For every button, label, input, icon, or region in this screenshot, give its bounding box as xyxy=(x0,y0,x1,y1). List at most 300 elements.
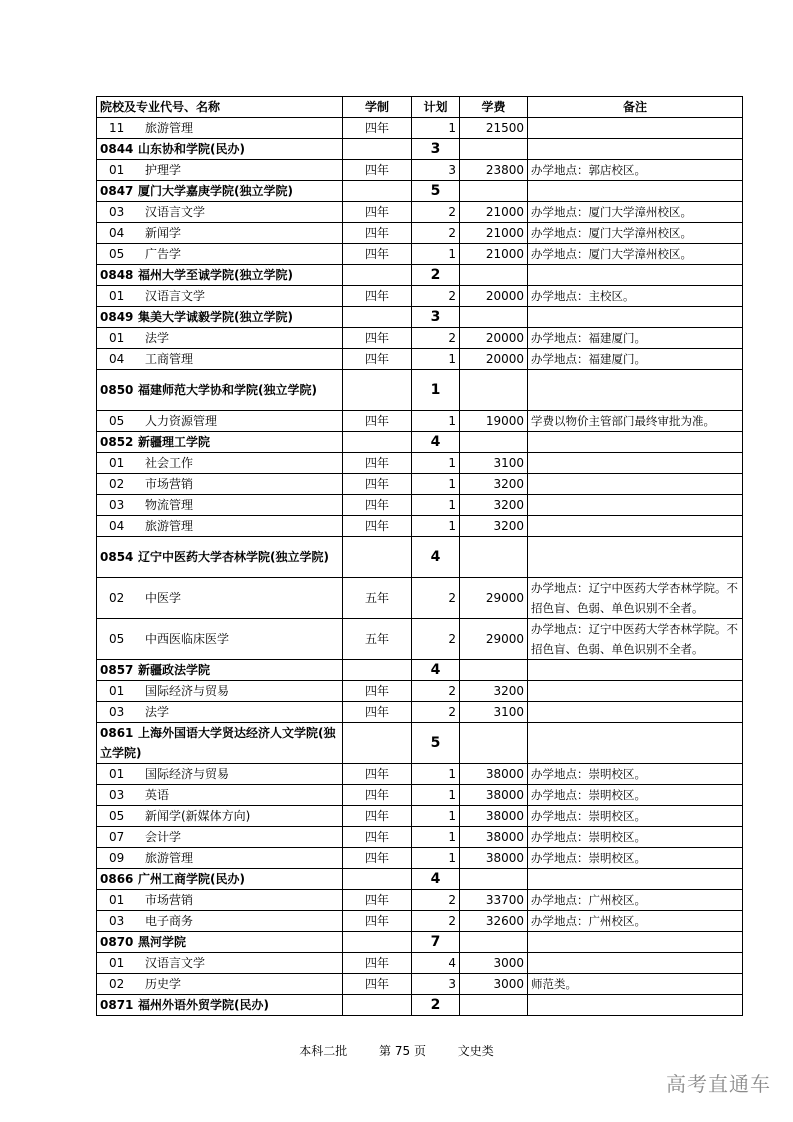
school-name: 黑河学院 xyxy=(138,935,187,949)
school-name-cell xyxy=(97,995,343,1016)
major-row xyxy=(97,202,743,223)
fee-cell: 3100 xyxy=(460,453,528,474)
duration-cell: 四年 xyxy=(343,286,412,307)
major-code: 11 xyxy=(109,121,125,135)
plan-cell: 2 xyxy=(412,286,460,307)
note-cell: 办学地点：福建厦门。 xyxy=(528,328,743,349)
school-row xyxy=(97,869,743,890)
note-cell xyxy=(528,307,743,328)
major-name: 旅游管理 xyxy=(145,519,194,533)
fee-cell: 21000 xyxy=(460,244,528,265)
major-code: 02 xyxy=(109,977,125,991)
plan-cell: 4 xyxy=(412,537,460,578)
duration-cell xyxy=(343,723,412,764)
fee-cell: 20000 xyxy=(460,328,528,349)
note-cell xyxy=(528,869,743,890)
plan-cell: 1 xyxy=(412,848,460,869)
duration-cell: 四年 xyxy=(343,911,412,932)
major-row xyxy=(97,474,743,495)
school-code: 0848 xyxy=(100,268,134,282)
school-name-cell xyxy=(97,181,343,202)
major-code: 05 xyxy=(109,632,125,646)
duration-cell: 四年 xyxy=(343,702,412,723)
duration-cell xyxy=(343,307,412,328)
table-header-row xyxy=(97,97,743,118)
school-name-cell xyxy=(97,869,343,890)
school-name: 辽宁中医药大学杏林学院(独立学院) xyxy=(138,550,329,564)
plan-cell: 3 xyxy=(412,974,460,995)
duration-cell: 四年 xyxy=(343,495,412,516)
major-row xyxy=(97,911,743,932)
major-name: 旅游管理 xyxy=(145,121,194,135)
header-fee: 学费 xyxy=(460,97,528,118)
note-cell xyxy=(528,660,743,681)
note-cell xyxy=(528,139,743,160)
school-code: 0866 xyxy=(100,872,134,886)
fee-cell xyxy=(460,660,528,681)
plan-cell: 2 xyxy=(412,890,460,911)
fee-cell: 19000 xyxy=(460,411,528,432)
major-name: 人力资源管理 xyxy=(145,414,218,428)
school-name: 广州工商学院(民办) xyxy=(138,872,245,886)
school-row xyxy=(97,307,743,328)
plan-cell: 3 xyxy=(412,307,460,328)
note-cell xyxy=(528,953,743,974)
fee-cell xyxy=(460,537,528,578)
header-duration: 学制 xyxy=(343,97,412,118)
duration-cell xyxy=(343,869,412,890)
major-name: 汉语言文学 xyxy=(145,205,206,219)
note-cell xyxy=(528,432,743,453)
fee-cell xyxy=(460,995,528,1016)
major-row xyxy=(97,974,743,995)
major-name: 护理学 xyxy=(145,163,182,177)
major-name: 社会工作 xyxy=(145,456,194,470)
fee-cell: 29000 xyxy=(460,619,528,660)
school-row xyxy=(97,139,743,160)
major-name-cell xyxy=(97,890,343,911)
fee-cell: 29000 xyxy=(460,578,528,619)
plan-cell: 7 xyxy=(412,932,460,953)
major-row xyxy=(97,453,743,474)
major-name-cell xyxy=(97,764,343,785)
school-code: 0857 xyxy=(100,663,134,677)
major-row xyxy=(97,890,743,911)
major-name: 法学 xyxy=(145,705,170,719)
duration-cell: 五年 xyxy=(343,619,412,660)
school-row xyxy=(97,995,743,1016)
school-name: 山东协和学院(民办) xyxy=(138,142,245,156)
fee-cell xyxy=(460,307,528,328)
school-name-cell xyxy=(97,432,343,453)
major-name: 国际经济与贸易 xyxy=(145,767,230,781)
school-row xyxy=(97,537,743,578)
note-cell: 办学地点：崇明校区。 xyxy=(528,827,743,848)
plan-cell: 3 xyxy=(412,139,460,160)
major-row xyxy=(97,827,743,848)
major-code: 04 xyxy=(109,226,125,240)
major-code: 09 xyxy=(109,851,125,865)
major-row xyxy=(97,681,743,702)
school-code: 0861 xyxy=(100,726,134,740)
major-name-cell xyxy=(97,578,343,619)
major-name-cell xyxy=(97,244,343,265)
major-name: 历史学 xyxy=(145,977,182,991)
note-cell xyxy=(528,537,743,578)
duration-cell xyxy=(343,432,412,453)
school-name-cell xyxy=(97,660,343,681)
major-name: 法学 xyxy=(145,331,170,345)
note-cell: 学费以物价主管部门最终审批为准。 xyxy=(528,411,743,432)
school-name-cell xyxy=(97,265,343,286)
major-name-cell xyxy=(97,516,343,537)
plan-cell: 1 xyxy=(412,244,460,265)
plan-cell: 1 xyxy=(412,827,460,848)
major-code: 04 xyxy=(109,352,125,366)
duration-cell: 四年 xyxy=(343,953,412,974)
major-code: 01 xyxy=(109,893,125,907)
fee-cell: 20000 xyxy=(460,349,528,370)
plan-cell: 1 xyxy=(412,495,460,516)
duration-cell: 四年 xyxy=(343,474,412,495)
major-name: 英语 xyxy=(145,788,170,802)
plan-cell: 4 xyxy=(412,869,460,890)
major-name: 中西医临床医学 xyxy=(145,632,230,646)
school-name-cell xyxy=(97,932,343,953)
fee-cell xyxy=(460,432,528,453)
major-code: 01 xyxy=(109,767,125,781)
major-row xyxy=(97,764,743,785)
school-row xyxy=(97,265,743,286)
major-name-cell xyxy=(97,202,343,223)
note-cell: 师范类。 xyxy=(528,974,743,995)
plan-cell: 1 xyxy=(412,785,460,806)
school-code: 0852 xyxy=(100,435,134,449)
major-row xyxy=(97,349,743,370)
duration-cell: 四年 xyxy=(343,974,412,995)
school-code: 0850 xyxy=(100,383,134,397)
major-name-cell xyxy=(97,223,343,244)
major-name-cell xyxy=(97,495,343,516)
duration-cell: 四年 xyxy=(343,764,412,785)
duration-cell: 四年 xyxy=(343,681,412,702)
major-name: 市场营销 xyxy=(145,477,194,491)
major-name-cell xyxy=(97,911,343,932)
major-name-cell xyxy=(97,286,343,307)
major-name-cell xyxy=(97,349,343,370)
school-code: 0849 xyxy=(100,310,134,324)
major-code: 03 xyxy=(109,914,125,928)
major-row xyxy=(97,118,743,139)
plan-cell: 4 xyxy=(412,953,460,974)
duration-cell: 四年 xyxy=(343,827,412,848)
note-cell xyxy=(528,932,743,953)
major-name: 汉语言文学 xyxy=(145,956,206,970)
major-row xyxy=(97,702,743,723)
major-code: 01 xyxy=(109,163,125,177)
fee-cell: 21000 xyxy=(460,202,528,223)
plan-cell: 2 xyxy=(412,995,460,1016)
fee-cell xyxy=(460,370,528,411)
fee-cell: 3200 xyxy=(460,495,528,516)
major-code: 03 xyxy=(109,205,125,219)
plan-cell: 2 xyxy=(412,265,460,286)
note-cell: 办学地点：辽宁中医药大学杏林学院。不招色盲、色弱、单色识别不全者。 xyxy=(528,619,743,660)
plan-cell: 1 xyxy=(412,474,460,495)
school-name: 厦门大学嘉庚学院(独立学院) xyxy=(138,184,293,198)
fee-cell: 3000 xyxy=(460,974,528,995)
note-cell xyxy=(528,516,743,537)
major-name: 新闻学(新媒体方向) xyxy=(145,809,251,823)
fee-cell xyxy=(460,932,528,953)
major-name: 中医学 xyxy=(145,591,182,605)
major-code: 05 xyxy=(109,414,125,428)
major-code: 01 xyxy=(109,456,125,470)
note-cell: 办学地点：厦门大学漳州校区。 xyxy=(528,202,743,223)
major-name-cell xyxy=(97,118,343,139)
plan-cell: 1 xyxy=(412,370,460,411)
fee-cell xyxy=(460,265,528,286)
note-cell xyxy=(528,474,743,495)
major-code: 03 xyxy=(109,705,125,719)
major-name: 工商管理 xyxy=(145,352,194,366)
school-name: 福州大学至诚学院(独立学院) xyxy=(138,268,293,282)
header-plan: 计划 xyxy=(412,97,460,118)
note-cell xyxy=(528,702,743,723)
note-cell: 办学地点：崇明校区。 xyxy=(528,785,743,806)
plan-cell: 1 xyxy=(412,453,460,474)
major-name-cell xyxy=(97,411,343,432)
plan-cell: 1 xyxy=(412,764,460,785)
major-row xyxy=(97,223,743,244)
fee-cell: 3200 xyxy=(460,474,528,495)
major-row xyxy=(97,785,743,806)
plan-cell: 2 xyxy=(412,702,460,723)
fee-cell: 33700 xyxy=(460,890,528,911)
watermark-text: 高考直通车 xyxy=(666,1072,771,1096)
note-cell: 办学地点：主校区。 xyxy=(528,286,743,307)
fee-cell: 3200 xyxy=(460,516,528,537)
fee-cell: 23800 xyxy=(460,160,528,181)
major-name: 市场营销 xyxy=(145,893,194,907)
major-name-cell xyxy=(97,953,343,974)
header-note: 备注 xyxy=(528,97,743,118)
major-code: 07 xyxy=(109,830,125,844)
duration-cell: 四年 xyxy=(343,848,412,869)
school-code: 0847 xyxy=(100,184,134,198)
major-row xyxy=(97,806,743,827)
school-name-cell xyxy=(97,370,343,411)
school-row xyxy=(97,370,743,411)
note-cell: 办学地点：厦门大学漳州校区。 xyxy=(528,244,743,265)
duration-cell xyxy=(343,995,412,1016)
major-row xyxy=(97,578,743,619)
school-code: 0870 xyxy=(100,935,134,949)
fee-cell: 3100 xyxy=(460,702,528,723)
plan-cell: 1 xyxy=(412,118,460,139)
major-row xyxy=(97,516,743,537)
major-code: 01 xyxy=(109,331,125,345)
fee-cell: 38000 xyxy=(460,785,528,806)
duration-cell: 四年 xyxy=(343,202,412,223)
duration-cell xyxy=(343,370,412,411)
major-name: 电子商务 xyxy=(145,914,194,928)
major-name-cell xyxy=(97,848,343,869)
plan-cell: 1 xyxy=(412,806,460,827)
major-row xyxy=(97,328,743,349)
duration-cell: 四年 xyxy=(343,223,412,244)
duration-cell: 四年 xyxy=(343,244,412,265)
major-code: 05 xyxy=(109,247,125,261)
table-body xyxy=(97,118,743,1016)
duration-cell: 四年 xyxy=(343,453,412,474)
major-name: 物流管理 xyxy=(145,498,194,512)
note-cell: 办学地点：崇明校区。 xyxy=(528,806,743,827)
school-name: 上海外国语大学贤达经济人文学院(独立学院) xyxy=(100,726,336,760)
major-row xyxy=(97,495,743,516)
major-name: 新闻学 xyxy=(145,226,182,240)
major-name-cell xyxy=(97,827,343,848)
major-row xyxy=(97,244,743,265)
footer-page-number: 第 75 页 xyxy=(379,1044,426,1058)
school-name-cell xyxy=(97,139,343,160)
plan-cell: 4 xyxy=(412,432,460,453)
duration-cell xyxy=(343,181,412,202)
note-cell xyxy=(528,495,743,516)
duration-cell: 四年 xyxy=(343,411,412,432)
plan-cell: 2 xyxy=(412,911,460,932)
school-code: 0844 xyxy=(100,142,134,156)
major-row xyxy=(97,411,743,432)
note-cell: 办学地点：广州校区。 xyxy=(528,911,743,932)
major-name-cell xyxy=(97,681,343,702)
major-name-cell xyxy=(97,160,343,181)
note-cell xyxy=(528,681,743,702)
major-name: 会计学 xyxy=(145,830,182,844)
duration-cell: 四年 xyxy=(343,516,412,537)
page-footer xyxy=(0,1042,793,1059)
major-row xyxy=(97,953,743,974)
major-name: 国际经济与贸易 xyxy=(145,684,230,698)
major-name-cell xyxy=(97,702,343,723)
fee-cell: 21000 xyxy=(460,223,528,244)
plan-cell: 3 xyxy=(412,160,460,181)
plan-cell: 2 xyxy=(412,578,460,619)
school-name: 新疆政法学院 xyxy=(138,663,211,677)
note-cell xyxy=(528,453,743,474)
duration-cell: 五年 xyxy=(343,578,412,619)
plan-cell: 1 xyxy=(412,516,460,537)
major-name: 广告学 xyxy=(145,247,182,261)
school-name-cell xyxy=(97,537,343,578)
major-name-cell xyxy=(97,785,343,806)
fee-cell: 38000 xyxy=(460,806,528,827)
plan-cell: 5 xyxy=(412,181,460,202)
plan-cell: 2 xyxy=(412,202,460,223)
school-name: 集美大学诚毅学院(独立学院) xyxy=(138,310,293,324)
school-name: 新疆理工学院 xyxy=(138,435,211,449)
major-name: 汉语言文学 xyxy=(145,289,206,303)
fee-cell: 20000 xyxy=(460,286,528,307)
plan-cell: 2 xyxy=(412,223,460,244)
plan-cell: 1 xyxy=(412,411,460,432)
note-cell: 办学地点：辽宁中医药大学杏林学院。不招色盲、色弱、单色识别不全者。 xyxy=(528,578,743,619)
duration-cell xyxy=(343,265,412,286)
school-row xyxy=(97,723,743,764)
duration-cell: 四年 xyxy=(343,806,412,827)
note-cell xyxy=(528,723,743,764)
fee-cell xyxy=(460,181,528,202)
footer-category: 文史类 xyxy=(457,1044,494,1058)
major-name-cell xyxy=(97,806,343,827)
admission-plan-table xyxy=(96,96,743,1016)
duration-cell xyxy=(343,537,412,578)
note-cell: 办学地点：广州校区。 xyxy=(528,890,743,911)
school-name-cell xyxy=(97,723,343,764)
major-code: 03 xyxy=(109,788,125,802)
major-name-cell xyxy=(97,453,343,474)
school-row xyxy=(97,932,743,953)
school-row xyxy=(97,181,743,202)
duration-cell xyxy=(343,660,412,681)
major-name: 旅游管理 xyxy=(145,851,194,865)
duration-cell: 四年 xyxy=(343,890,412,911)
duration-cell: 四年 xyxy=(343,118,412,139)
school-row xyxy=(97,432,743,453)
major-name-cell xyxy=(97,974,343,995)
duration-cell: 四年 xyxy=(343,160,412,181)
duration-cell xyxy=(343,139,412,160)
major-code: 01 xyxy=(109,956,125,970)
plan-cell: 5 xyxy=(412,723,460,764)
fee-cell: 38000 xyxy=(460,848,528,869)
duration-cell: 四年 xyxy=(343,785,412,806)
footer-batch: 本科二批 xyxy=(299,1044,348,1058)
major-code: 01 xyxy=(109,289,125,303)
plan-cell: 2 xyxy=(412,328,460,349)
plan-cell: 4 xyxy=(412,660,460,681)
school-code: 0854 xyxy=(100,550,134,564)
major-row xyxy=(97,160,743,181)
duration-cell xyxy=(343,932,412,953)
major-row xyxy=(97,848,743,869)
fee-cell: 32600 xyxy=(460,911,528,932)
major-code: 02 xyxy=(109,591,125,605)
school-name: 福建师范大学协和学院(独立学院) xyxy=(138,383,317,397)
note-cell: 办学地点：崇明校区。 xyxy=(528,848,743,869)
major-row xyxy=(97,619,743,660)
fee-cell: 3200 xyxy=(460,681,528,702)
note-cell xyxy=(528,370,743,411)
fee-cell xyxy=(460,723,528,764)
school-code: 0871 xyxy=(100,998,134,1012)
plan-cell: 1 xyxy=(412,349,460,370)
fee-cell xyxy=(460,869,528,890)
major-name-cell xyxy=(97,328,343,349)
plan-cell: 2 xyxy=(412,619,460,660)
school-name-cell xyxy=(97,307,343,328)
note-cell: 办学地点：郭店校区。 xyxy=(528,160,743,181)
school-row xyxy=(97,660,743,681)
major-row xyxy=(97,286,743,307)
fee-cell: 3000 xyxy=(460,953,528,974)
note-cell: 办学地点：福建厦门。 xyxy=(528,349,743,370)
school-name: 福州外语外贸学院(民办) xyxy=(138,998,269,1012)
header-name: 院校及专业代号、名称 xyxy=(97,97,343,118)
major-code: 01 xyxy=(109,684,125,698)
note-cell: 办学地点：崇明校区。 xyxy=(528,764,743,785)
major-code: 04 xyxy=(109,519,125,533)
